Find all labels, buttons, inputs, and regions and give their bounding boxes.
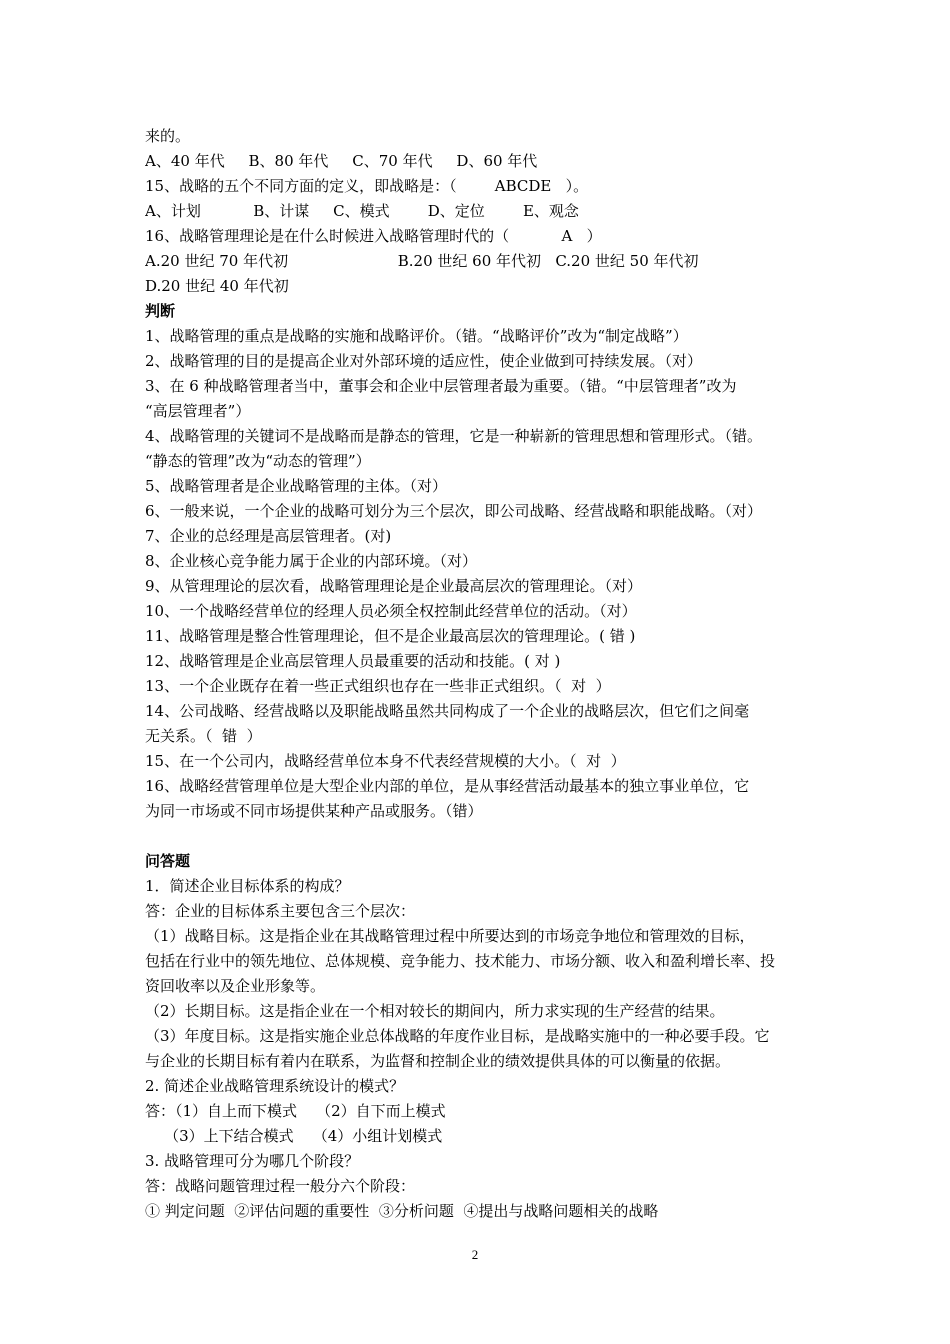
qa-section xyxy=(145,849,815,1224)
text-line: D.20 世纪 40 年代初 xyxy=(145,277,289,295)
text-line: 2. 简述企业战略管理系统设计的模式？ xyxy=(145,1077,405,1095)
text-line: 11、战略管理是整合性管理理论，但不是企业最高层次的管理理论。( 错 ) xyxy=(145,627,636,645)
text-line: A、计划 B、计谋 C、模式 D、定位 E、观念 xyxy=(145,202,579,220)
text-line: 与企业的长期目标有着内在联系，为监督和控制企业的绩效提供具体的可以衡量的依据。 xyxy=(145,1052,731,1070)
blank-line xyxy=(145,824,815,849)
text-line: （3）上下结合模式 （4）小组计划模式 xyxy=(145,1127,443,1145)
text-line: A.20 世纪 70 年代初 B.20 世纪 60 年代初 C.20 世纪 50 年代初 xyxy=(145,252,699,270)
text-line: 13、一个企业既存在着一些正式组织也存在一些非正式组织。（ 对 ） xyxy=(145,677,611,695)
text-line: 2、战略管理的目的是提高企业对外部环境的适应性，使企业做到可持续发展。（对） xyxy=(145,352,703,370)
text-line: （3）年度目标。这是指实施企业总体战略的年度作业目标，是战略实施中的一种必要手段。它 xyxy=(145,1027,770,1045)
text-line: 为同一市场或不同市场提供某种产品或服务。（错） xyxy=(145,802,483,820)
text-line: “高层管理者”） xyxy=(145,402,251,420)
text-line: 6、一般来说，一个企业的战略可划分为三个层次，即公司战略、经营战略和职能战略。（对） xyxy=(145,502,763,520)
text-line: 5、战略管理者是企业战略管理的主体。（对） xyxy=(145,477,448,495)
text-line: 16、战略管理理论是在什么时候进入战略管理时代的（ A ） xyxy=(145,227,602,245)
text-line: 14、公司战略、经营战略以及职能战略虽然共同构成了一个企业的战略层次，但它们之间毫 xyxy=(145,702,750,720)
text-line: 3、在 6 种战略管理者当中，董事会和企业中层管理者最为重要。（错。“中层管理者”改为 xyxy=(145,377,737,395)
text-line: 4、战略管理的关键词不是战略而是静态的管理，它是一种崭新的管理思想和管理形式。（错。 xyxy=(145,427,763,445)
text-line: 答：（1）自上而下模式 （2）自下而上模式 xyxy=(145,1102,446,1120)
judgment-section xyxy=(145,299,815,824)
text-line: 15、战略的五个不同方面的定义，即战略是：（ ABCDE ）。 xyxy=(145,177,589,195)
text-line: 1．简述企业目标体系的构成？ xyxy=(145,877,350,895)
text-line: 答：企业的目标体系主要包含三个层次： xyxy=(145,902,416,920)
text-line: 15、在一个公司内，战略经营单位本身不代表经营规模的大小。（ 对 ） xyxy=(145,752,626,770)
document-body xyxy=(145,124,815,1224)
text-line: 来的。 xyxy=(145,127,191,145)
text-line: “静态的管理”改为“动态的管理”） xyxy=(145,452,371,470)
text-line: 答：战略问题管理过程一般分六个阶段： xyxy=(145,1177,416,1195)
section-heading-qa: 问答题 xyxy=(145,852,191,870)
section-heading-judgment: 判断 xyxy=(145,302,176,320)
text-line: 9、从管理理论的层次看，战略管理理论是企业最高层次的管理理论。（对） xyxy=(145,577,643,595)
text-line: 包括在行业中的领先地位、总体规模、竞争能力、技术能力、市场分额、收入和盈利增长率、投 xyxy=(145,952,776,970)
text-line: 7、企业的总经理是高层管理者。(对) xyxy=(145,527,392,545)
choice-questions-section xyxy=(145,124,815,299)
text-line: 16、战略经营管理单位是大型企业内部的单位，是从事经营活动最基本的独立事业单位，它 xyxy=(145,777,750,795)
text-line: ① 判定问题 ②评估问题的重要性 ③分析问题 ④提出与战略问题相关的战略 xyxy=(145,1202,659,1220)
text-line: 1、战略管理的重点是战略的实施和战略评价。（错。“战略评价”改为“制定战略”） xyxy=(145,327,688,345)
text-line: 8、企业核心竞争能力属于企业的内部环境。（对） xyxy=(145,552,478,570)
text-line: （2）长期目标。这是指企业在一个相对较长的期间内，所力求实现的生产经营的结果。 xyxy=(145,1002,725,1020)
text-line: A、40 年代 B、80 年代 C、70 年代 D、60 年代 xyxy=(145,152,538,170)
text-line: （1）战略目标。这是指企业在其战略管理过程中所要达到的市场竞争地位和管理效的目标， xyxy=(145,927,755,945)
text-line: 10、一个战略经营单位的经理人员必须全权控制此经营单位的活动。（对） xyxy=(145,602,637,620)
text-line: 12、战略管理是企业高层管理人员最重要的活动和技能。( 对 ) xyxy=(145,652,561,670)
text-line: 3. 战略管理可分为哪几个阶段？ xyxy=(145,1152,360,1170)
page-number: 2 xyxy=(471,1247,479,1262)
text-line: 资回收率以及企业形象等。 xyxy=(145,977,326,995)
text-line: 无关系。（ 错 ） xyxy=(145,727,262,745)
